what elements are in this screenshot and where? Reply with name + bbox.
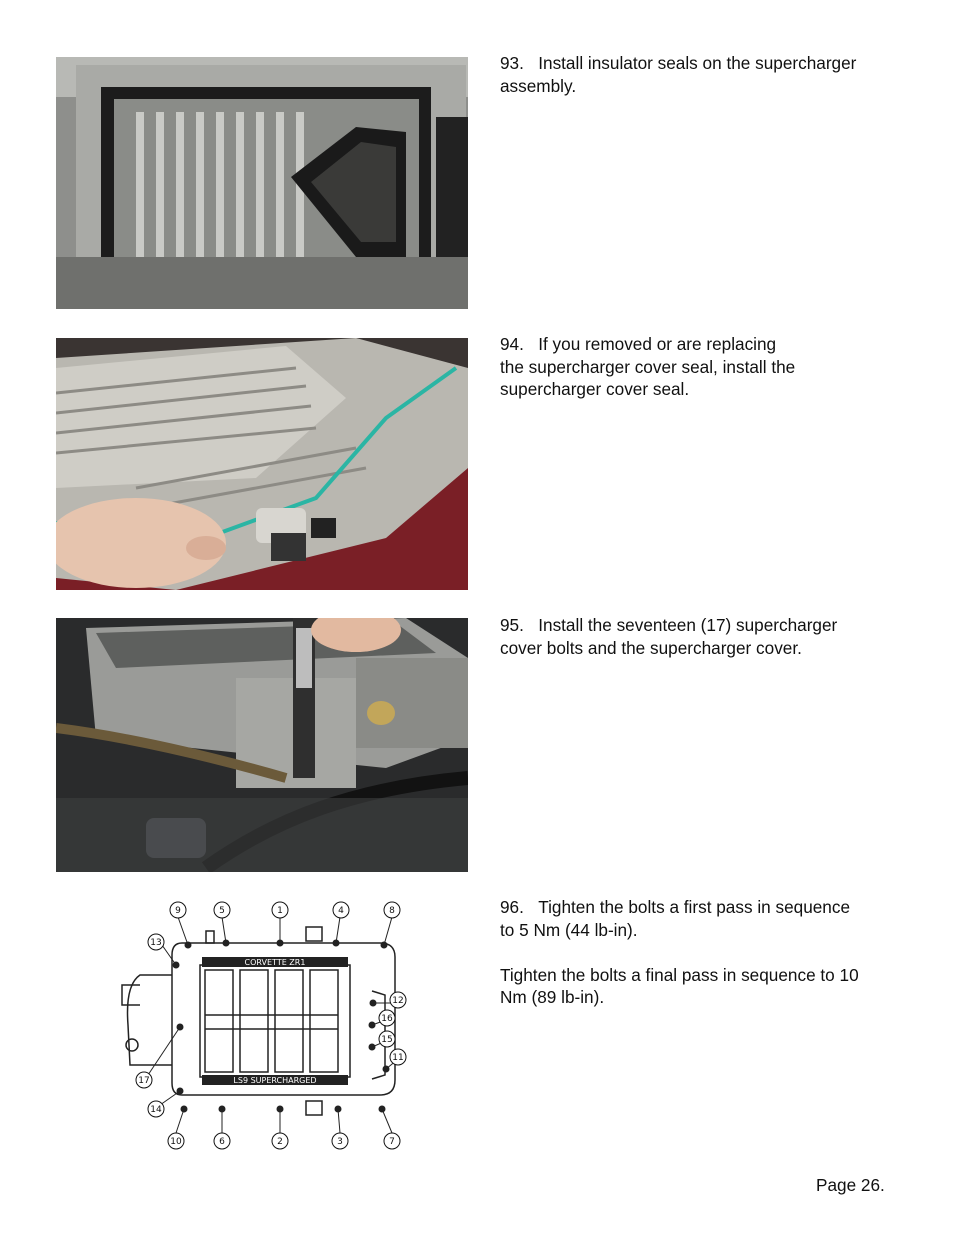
step-96	[500, 896, 900, 1009]
callout-bottom-7	[384, 1133, 400, 1149]
svg-text:7: 7	[389, 1137, 395, 1147]
step-96-line-4: Nm (89 lb-in).	[500, 987, 605, 1007]
svg-text:1: 1	[277, 906, 283, 916]
cover-plate-top-text: CORVETTE ZR1	[244, 958, 306, 967]
photo-cover-bolts	[56, 618, 468, 872]
svg-text:3: 3	[337, 1137, 343, 1147]
callout-top-4	[333, 902, 349, 918]
svg-text:14: 14	[150, 1105, 162, 1115]
step-93-line-1	[500, 52, 900, 75]
callout-left-13	[148, 934, 164, 950]
step-95-line-2: cover bolts and the supercharger cover.	[500, 637, 802, 658]
cover-plate-bottom-text: LS9 SUPERCHARGED	[233, 1076, 317, 1085]
callout-bottom-2	[272, 1133, 288, 1149]
page-number: Page 26.	[816, 1175, 885, 1195]
step-95-text-a: Install the seventeen (17) supercharger	[538, 615, 838, 635]
callout-bottom-6	[214, 1133, 230, 1149]
callout-top-8	[384, 902, 400, 918]
svg-text:4: 4	[338, 906, 344, 916]
svg-text:13: 13	[150, 938, 162, 948]
step-96-line-3: Tighten the bolts a final pass in sequence to 10	[500, 964, 859, 985]
bolt-sequence-diagram	[110, 895, 420, 1157]
step-96-text-a: Tighten the bolts a first pass in sequence	[538, 897, 851, 917]
step-96-line-2: to 5 Nm (44 lb-in).	[500, 919, 638, 940]
step-93	[500, 52, 900, 97]
step-96-line-1	[500, 896, 900, 919]
svg-text:10: 10	[170, 1137, 182, 1147]
step-95-number: 95.	[500, 615, 524, 635]
step-95	[500, 614, 900, 659]
step-94-line-1	[500, 333, 900, 356]
photo-insulator-seals	[56, 57, 468, 309]
svg-text:9: 9	[175, 906, 181, 916]
step-94-number: 94.	[500, 334, 524, 354]
svg-text:15: 15	[381, 1035, 393, 1045]
svg-text:17: 17	[138, 1076, 150, 1086]
svg-text:6: 6	[219, 1137, 225, 1147]
step-93-text-a: Install insulator seals on the supercharger	[538, 53, 857, 73]
callout-top-1	[272, 902, 288, 918]
step-95-line-1	[500, 614, 900, 637]
callout-bottom-10	[168, 1133, 184, 1149]
svg-text:16: 16	[381, 1014, 393, 1024]
step-93-line-2: assembly.	[500, 75, 577, 96]
svg-text:8: 8	[389, 906, 395, 916]
photo-cover-seal	[56, 338, 468, 590]
step-94-line-2: the supercharger cover seal, install the	[500, 356, 796, 377]
callout-bottom-3	[332, 1133, 348, 1149]
callout-left-17	[136, 1072, 152, 1088]
callout-right-12	[390, 992, 406, 1008]
svg-text:12: 12	[392, 996, 404, 1006]
svg-text:11: 11	[392, 1053, 404, 1063]
step-96-number: 96.	[500, 897, 524, 917]
svg-text:2: 2	[277, 1137, 283, 1147]
callout-right-16	[379, 1010, 395, 1026]
svg-text:5: 5	[219, 906, 225, 916]
callout-top-5	[214, 902, 230, 918]
step-94-text-a: If you removed or are replacing	[538, 334, 777, 354]
step-93-number: 93.	[500, 53, 524, 73]
callout-left-14	[148, 1101, 164, 1117]
step-94	[500, 333, 900, 401]
step-94-line-3: supercharger cover seal.	[500, 379, 690, 399]
callout-top-9	[170, 902, 186, 918]
callout-right-11	[390, 1049, 406, 1065]
callout-right-15	[379, 1031, 395, 1047]
